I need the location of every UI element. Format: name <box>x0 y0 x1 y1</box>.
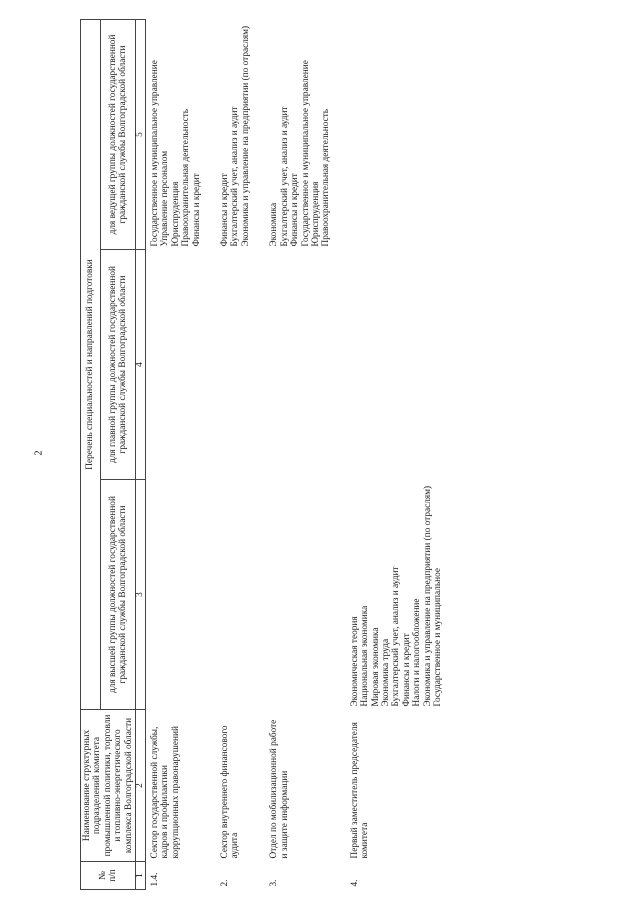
row-unit-name: Первый заместитель председателя комитета <box>349 722 371 859</box>
header-leading-group: для ведущей группы должностей государственной гражданской службы Волгоградской области <box>100 19 135 249</box>
page-number: 2 <box>33 450 45 456</box>
row-main-group <box>265 250 332 480</box>
column-number-4: 4 <box>136 250 146 480</box>
row-number: 4. <box>349 879 360 887</box>
header-main-group: для главной группы должностей государственной гражданской службы Волгоградской области <box>100 250 135 480</box>
row-unit-name: Сектор внутреннего финансового аудита <box>220 725 241 859</box>
row-number: 1.4. <box>150 872 161 887</box>
specialties-table <box>80 19 444 890</box>
table-row <box>216 19 252 889</box>
row-highest-group <box>216 480 252 710</box>
row-highest-group <box>146 480 204 710</box>
row-highest-group <box>265 480 332 710</box>
header-unit-name: Наименование структурных подразделений комитета промышленной политики, торговли и топливно-энергетического комплекса Волгоградской области <box>81 710 136 862</box>
column-number-3: 3 <box>136 480 146 710</box>
row-unit-name: Сектор государственной службы, кадров и профилактики коррупционных правонарушений <box>150 726 181 859</box>
column-number-5: 5 <box>136 19 146 249</box>
row-number: 2. <box>220 879 231 887</box>
row-leading-group: Финансы и кредит Бухгалтерский учет, анализ и аудит Экономика и управление на предприятии (по отраслям) <box>220 25 251 247</box>
table-row <box>346 19 445 889</box>
column-number-1: 1 <box>136 862 146 890</box>
row-leading-group <box>346 19 445 249</box>
table-row <box>146 19 204 889</box>
rotated-page-content <box>80 20 570 890</box>
row-main-group <box>216 250 252 480</box>
row-main-group <box>146 250 204 480</box>
row-highest-group: Экономическая теория Национальная экономика Мировая экономика Экономика труда Бухгалтерский учет, анализ и аудит Финансы и кредит Налоги и налогообложение Экономика и управление на предприятии (по отраслям) Государственное и муниципальное <box>349 485 443 707</box>
row-main-group <box>346 250 445 480</box>
row-unit-name: Отдел по мобилизационной работе и защите информации <box>269 719 290 859</box>
row-leading-group: Государственное и муниципальное управление Управление персоналом Юриспруденция Правоохранительная деятельность Финансы и кредит <box>150 60 202 247</box>
header-specialties-group: Перечень специальностей и направлений подготовки <box>81 19 101 709</box>
row-number: 3. <box>269 879 280 887</box>
row-leading-group: Экономика Бухгалтерский учет, анализ и аудит Финансы и кредит Государственное и муниципальное управление Юриспруденция Правоохранительная деятельность <box>269 60 332 247</box>
header-highest-group: для высшей группы должностей государственной гражданской службы Волгоградской области <box>100 480 135 710</box>
column-number-2: 2 <box>136 710 146 862</box>
header-number: № п/п <box>81 862 136 890</box>
table-row <box>265 19 332 889</box>
